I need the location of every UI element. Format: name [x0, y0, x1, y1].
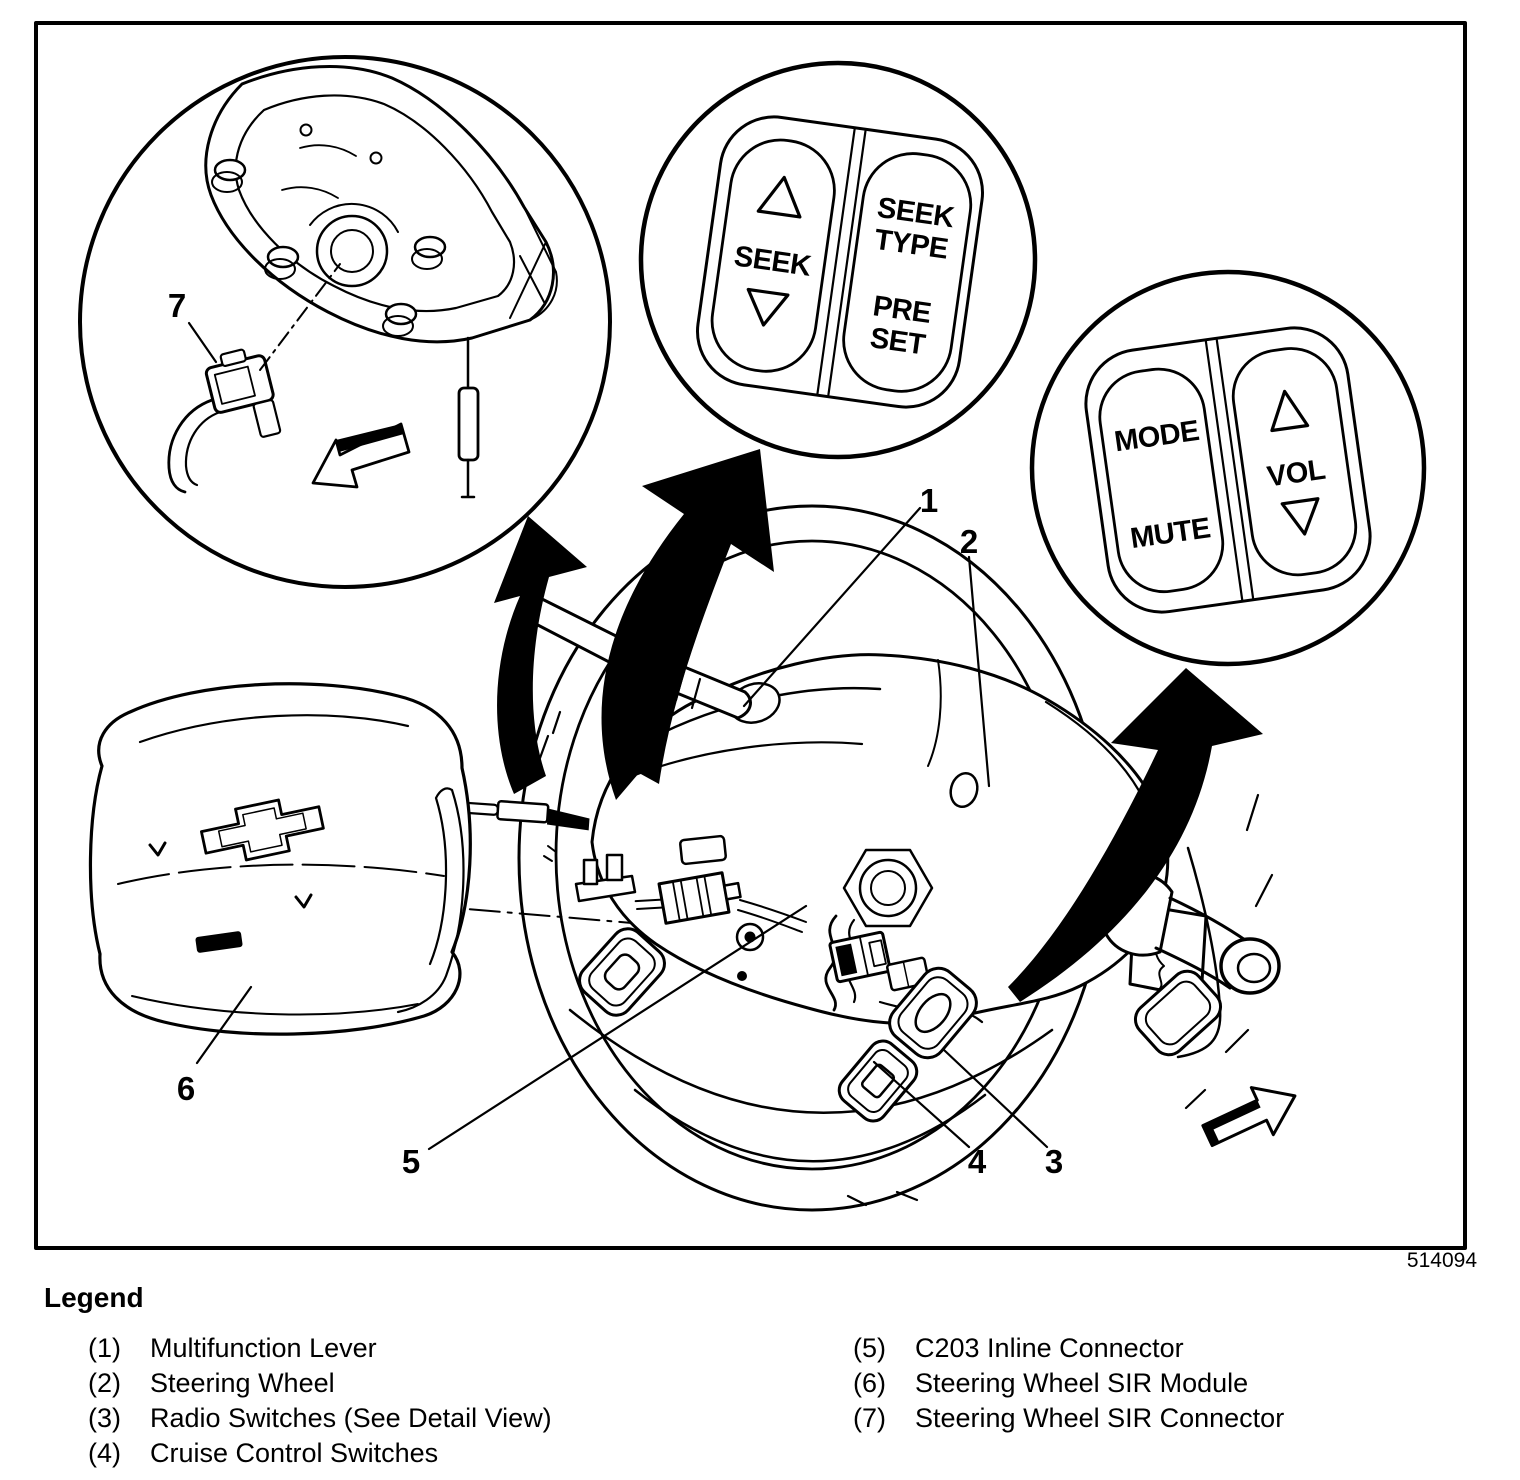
detail-view-sir-connector — [80, 57, 610, 587]
legend-item-2 — [88, 1368, 552, 1403]
callout-4: 4 — [967, 1143, 987, 1180]
figure-number: 514094 — [1406, 1249, 1477, 1272]
legend-item-label: Multifunction Lever — [150, 1333, 377, 1363]
legend-item-7 — [853, 1403, 1284, 1438]
seek-label: SEEK — [732, 240, 813, 283]
mode-label: MODE — [1112, 414, 1201, 459]
legend-item-label: Radio Switches (See Detail View) — [150, 1403, 552, 1433]
legend-item-label: Steering Wheel SIR Connector — [915, 1403, 1285, 1433]
legend-item-number: (5) — [853, 1333, 886, 1363]
legend-item-label: Steering Wheel — [150, 1368, 335, 1398]
legend-item-number: (3) — [88, 1403, 121, 1433]
preset-label-line1: PRE — [870, 290, 933, 330]
legend-item-3 — [88, 1403, 552, 1438]
callout-3: 3 — [1044, 1143, 1064, 1180]
legend-item-label: Steering Wheel SIR Module — [915, 1368, 1249, 1398]
legend-item-4 — [88, 1438, 552, 1473]
legend-item-number: (4) — [88, 1438, 121, 1468]
preset-label-line2: SET — [868, 322, 927, 362]
legend-item-number: (6) — [853, 1368, 886, 1398]
callout-6: 6 — [176, 1070, 196, 1107]
vol-label: VOL — [1265, 453, 1328, 494]
callout-1: 1 — [919, 482, 939, 519]
legend-column-right — [853, 1333, 1284, 1438]
legend-item-label: Cruise Control Switches — [150, 1438, 439, 1468]
callout-7: 7 — [167, 287, 187, 324]
legend-item-label: C203 Inline Connector — [915, 1333, 1184, 1363]
legend-item-number: (7) — [853, 1403, 886, 1433]
legend-item-number: (2) — [88, 1368, 121, 1398]
legend-item-1 — [88, 1333, 552, 1368]
legend-title: Legend — [44, 1282, 144, 1313]
detail-view-volume-switches — [1032, 272, 1424, 664]
legend-item-6 — [853, 1368, 1284, 1403]
mute-label: MUTE — [1128, 512, 1213, 556]
callout-2: 2 — [959, 523, 979, 560]
detail-view-radio-switches — [641, 63, 1035, 457]
seek-type-label-line2: TYPE — [872, 223, 950, 266]
legend-column-left — [88, 1333, 552, 1473]
seek-type-label-line1: SEEK — [875, 191, 956, 235]
sir-module — [90, 684, 470, 1034]
legend-item-number: (1) — [88, 1333, 121, 1363]
callout-5: 5 — [401, 1143, 421, 1180]
legend-item-5 — [853, 1333, 1284, 1368]
